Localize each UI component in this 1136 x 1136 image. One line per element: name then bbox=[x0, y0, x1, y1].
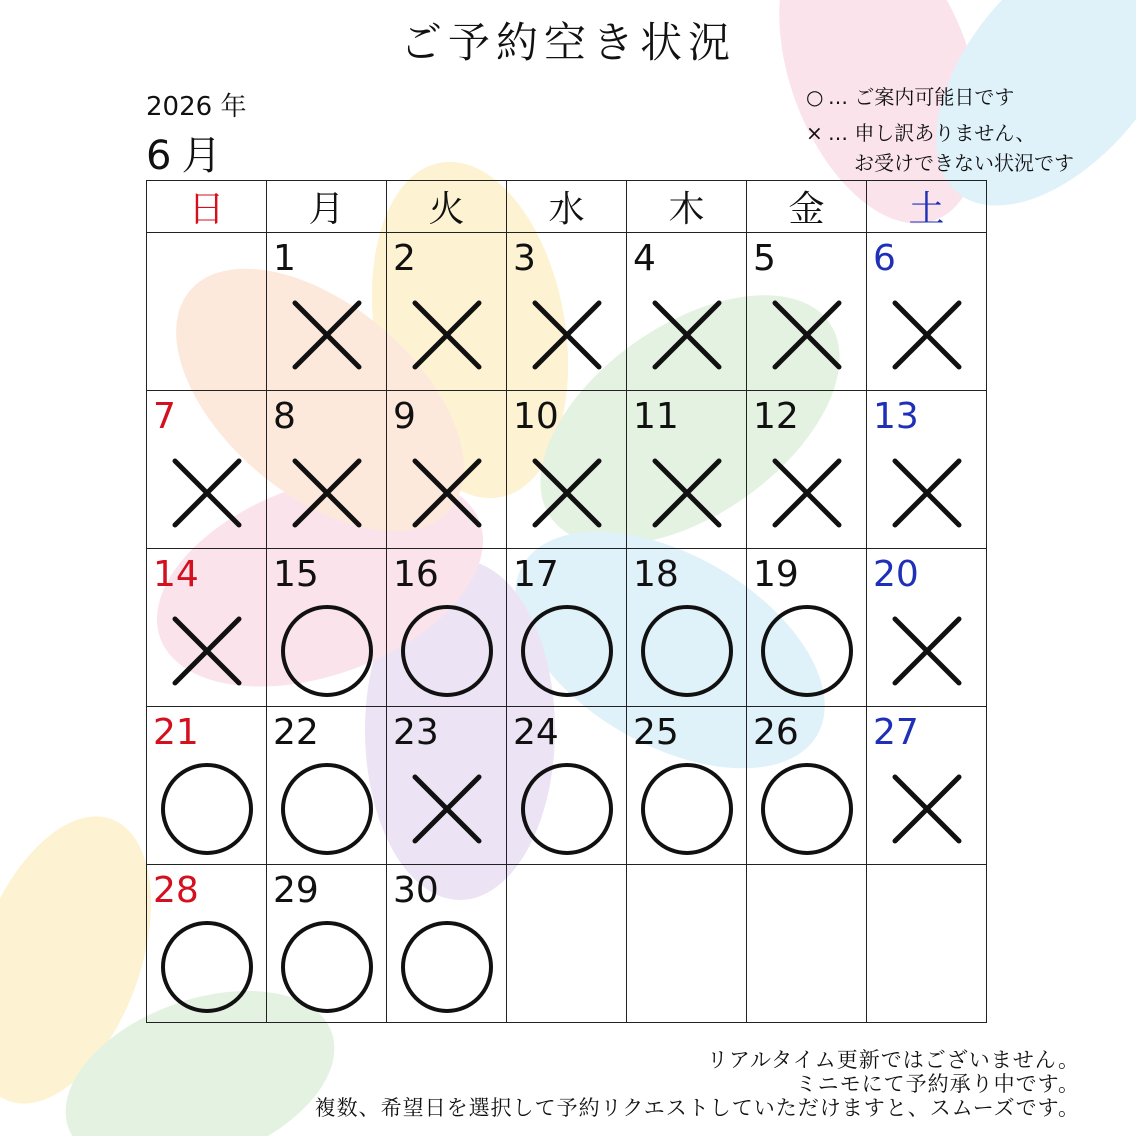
calendar-day-cell bbox=[747, 865, 867, 1023]
calendar-day-cell bbox=[507, 391, 627, 549]
calendar-day-cell bbox=[867, 549, 987, 707]
day-number: 18 bbox=[633, 554, 679, 595]
calendar-day-cell bbox=[627, 865, 747, 1023]
calendar-day-cell bbox=[867, 391, 987, 549]
day-number: 21 bbox=[153, 712, 199, 753]
calendar-day-cell bbox=[387, 391, 507, 549]
calendar-day-cell bbox=[267, 549, 387, 707]
calendar-day-cell bbox=[627, 707, 747, 865]
available-circle-icon bbox=[639, 761, 735, 857]
calendar-day-cell bbox=[747, 549, 867, 707]
available-circle-icon bbox=[639, 603, 735, 699]
unavailable-cross-icon bbox=[759, 287, 855, 383]
footer-note bbox=[315, 1048, 1080, 1120]
available-circle-icon bbox=[399, 603, 495, 699]
day-number: 6 bbox=[873, 238, 896, 279]
cross-icon: × bbox=[806, 121, 823, 145]
calendar-day-cell bbox=[387, 707, 507, 865]
day-number: 25 bbox=[633, 712, 679, 753]
day-number: 15 bbox=[273, 554, 319, 595]
day-number: 30 bbox=[393, 870, 439, 911]
unavailable-cross-icon bbox=[759, 445, 855, 541]
day-number: 22 bbox=[273, 712, 319, 753]
week-row bbox=[147, 549, 987, 707]
unavailable-cross-icon bbox=[399, 287, 495, 383]
day-number: 8 bbox=[273, 396, 296, 437]
day-number: 10 bbox=[513, 396, 559, 437]
weekday-tuesday: 火 bbox=[387, 181, 507, 233]
unavailable-cross-icon bbox=[399, 445, 495, 541]
available-circle-icon bbox=[279, 919, 375, 1015]
available-circle-icon bbox=[519, 761, 615, 857]
available-circle-icon bbox=[759, 603, 855, 699]
available-circle-icon bbox=[519, 603, 615, 699]
day-number: 7 bbox=[153, 396, 176, 437]
month-value: 6 bbox=[146, 133, 182, 179]
unavailable-cross-icon bbox=[399, 761, 495, 857]
legend-unavailable-text-cont: お受けできない状況です bbox=[854, 151, 1074, 175]
calendar-day-cell bbox=[627, 549, 747, 707]
day-number: 19 bbox=[753, 554, 799, 595]
calendar-day-cell bbox=[267, 865, 387, 1023]
available-circle-icon bbox=[159, 761, 255, 857]
legend-available-text: … ご案内可能日です bbox=[828, 85, 1015, 109]
calendar-day-cell bbox=[507, 549, 627, 707]
calendar-grid bbox=[146, 180, 987, 1023]
unavailable-cross-icon bbox=[879, 761, 975, 857]
day-number: 12 bbox=[753, 396, 799, 437]
page-title: ご予約空き状況 bbox=[399, 18, 736, 67]
footer-note-line: ミニモにて予約承り中です。 bbox=[795, 1072, 1080, 1096]
day-number: 4 bbox=[633, 238, 656, 279]
day-number: 28 bbox=[153, 870, 199, 911]
legend-available bbox=[806, 82, 1074, 112]
unavailable-cross-icon bbox=[519, 445, 615, 541]
unavailable-cross-icon bbox=[159, 445, 255, 541]
calendar-day-cell bbox=[267, 233, 387, 391]
day-number: 2 bbox=[393, 238, 416, 279]
footer-note-line: リアルタイム更新ではございません。 bbox=[706, 1048, 1080, 1072]
calendar-day-cell bbox=[747, 391, 867, 549]
unavailable-cross-icon bbox=[879, 287, 975, 383]
calendar-day-cell bbox=[507, 865, 627, 1023]
calendar-day-cell bbox=[747, 233, 867, 391]
available-circle-icon bbox=[279, 761, 375, 857]
available-circle-icon bbox=[399, 919, 495, 1015]
weekday-friday: 金 bbox=[747, 181, 867, 233]
weekday-wednesday: 水 bbox=[507, 181, 627, 233]
weekday-thursday: 木 bbox=[627, 181, 747, 233]
calendar-day-cell bbox=[387, 233, 507, 391]
unavailable-cross-icon bbox=[279, 287, 375, 383]
day-number: 29 bbox=[273, 870, 319, 911]
available-circle-icon bbox=[159, 919, 255, 1015]
calendar-day-cell bbox=[747, 707, 867, 865]
year-label bbox=[146, 86, 246, 123]
unavailable-cross-icon bbox=[639, 287, 735, 383]
available-circle-icon bbox=[759, 761, 855, 857]
day-number: 5 bbox=[753, 238, 776, 279]
year-unit: 年 bbox=[220, 92, 247, 122]
footer-note-line: 複数、希望日を選択して予約リクエストしていただけますと、スムーズです。 bbox=[314, 1096, 1080, 1120]
day-number: 24 bbox=[513, 712, 559, 753]
month-label bbox=[146, 124, 231, 181]
calendar-day-cell bbox=[867, 865, 987, 1023]
calendar-day-cell bbox=[147, 865, 267, 1023]
unavailable-cross-icon bbox=[159, 603, 255, 699]
day-number: 9 bbox=[393, 396, 416, 437]
unavailable-cross-icon bbox=[879, 603, 975, 699]
calendar-day-cell bbox=[867, 707, 987, 865]
calendar-day-cell bbox=[147, 549, 267, 707]
day-number: 1 bbox=[273, 238, 296, 279]
month-unit: 月 bbox=[181, 133, 232, 179]
year-value: 2026 bbox=[146, 92, 213, 122]
legend-unavailable bbox=[806, 118, 1074, 148]
weekday-monday: 月 bbox=[267, 181, 387, 233]
weekday-sunday: 日 bbox=[147, 181, 267, 233]
calendar-day-cell bbox=[387, 865, 507, 1023]
calendar-day-cell bbox=[627, 233, 747, 391]
day-number: 11 bbox=[633, 396, 679, 437]
calendar-day-cell bbox=[147, 391, 267, 549]
day-number: 26 bbox=[753, 712, 799, 753]
calendar-day-cell bbox=[627, 391, 747, 549]
calendar-day-cell bbox=[387, 549, 507, 707]
day-number: 17 bbox=[513, 554, 559, 595]
calendar-day-cell bbox=[507, 233, 627, 391]
unavailable-cross-icon bbox=[279, 445, 375, 541]
calendar-day-cell bbox=[267, 707, 387, 865]
available-circle-icon bbox=[279, 603, 375, 699]
calendar-day-cell bbox=[147, 707, 267, 865]
calendar-body bbox=[147, 233, 987, 1023]
circle-icon: ○ bbox=[806, 85, 824, 109]
calendar-day-cell bbox=[507, 707, 627, 865]
weekday-saturday: 土 bbox=[867, 181, 987, 233]
day-number: 27 bbox=[873, 712, 919, 753]
legend bbox=[806, 82, 1074, 178]
unavailable-cross-icon bbox=[879, 445, 975, 541]
day-number: 14 bbox=[153, 554, 199, 595]
day-number: 16 bbox=[393, 554, 439, 595]
week-row bbox=[147, 707, 987, 865]
calendar-day-cell bbox=[147, 233, 267, 391]
unavailable-cross-icon bbox=[519, 287, 615, 383]
calendar-day-cell bbox=[867, 233, 987, 391]
day-number: 20 bbox=[873, 554, 919, 595]
week-row bbox=[147, 233, 987, 391]
legend-unavailable-text: … 申し訳ありません、 bbox=[828, 121, 1036, 145]
day-number: 13 bbox=[873, 396, 919, 437]
week-row bbox=[147, 865, 987, 1023]
day-number: 23 bbox=[393, 712, 439, 753]
week-row bbox=[147, 391, 987, 549]
unavailable-cross-icon bbox=[639, 445, 735, 541]
calendar-day-cell bbox=[267, 391, 387, 549]
day-number: 3 bbox=[513, 238, 536, 279]
weekday-header-row bbox=[147, 181, 987, 233]
